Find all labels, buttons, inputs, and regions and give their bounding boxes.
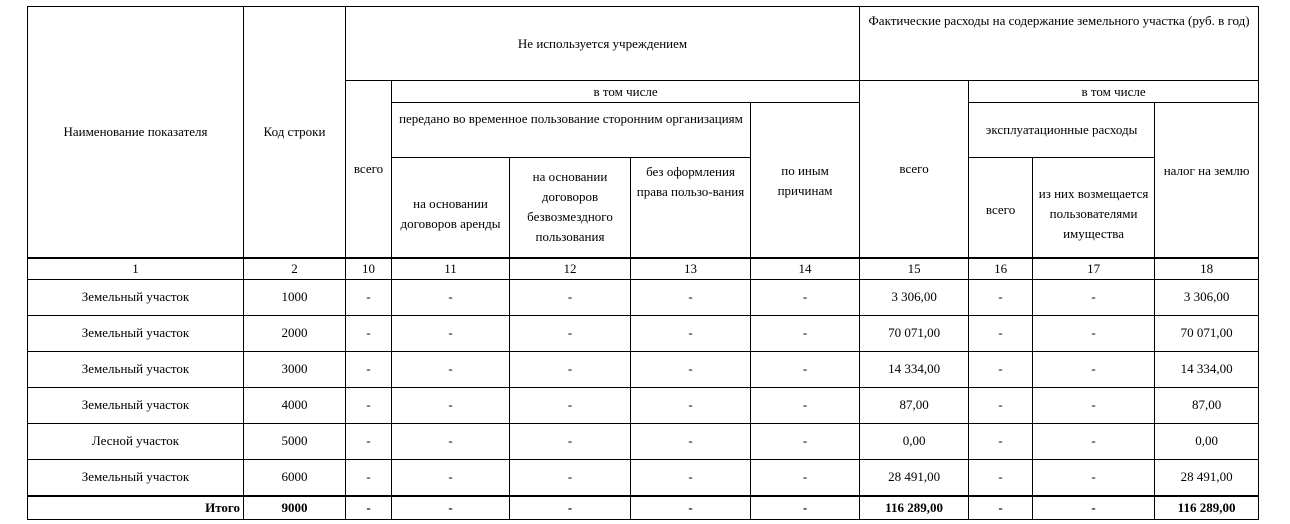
cell-col18: 14 334,00 [1155, 351, 1259, 387]
cell-col13: - [631, 423, 751, 459]
table-row [28, 423, 1259, 459]
header-rent: на основании договоров аренды [392, 158, 510, 258]
column-number: 13 [631, 258, 751, 280]
cell-col11: - [392, 423, 510, 459]
row-code: 6000 [244, 459, 346, 496]
total-col18: 116 289,00 [1155, 496, 1259, 520]
cell-col13: - [631, 279, 751, 315]
header-no-formalization: без оформления права пользо-вания [631, 158, 751, 258]
cell-col15: 28 491,00 [860, 459, 969, 496]
total-label: Итого [28, 496, 244, 520]
cell-col14: - [751, 423, 860, 459]
cell-col13: - [631, 387, 751, 423]
column-number-row [28, 258, 1259, 280]
header-total-col15: всего [860, 81, 969, 258]
cell-col17: - [1033, 279, 1155, 315]
cell-col14: - [751, 387, 860, 423]
cell-col10: - [346, 279, 392, 315]
cell-col15: 70 071,00 [860, 315, 969, 351]
cell-col11: - [392, 387, 510, 423]
row-code: 1000 [244, 279, 346, 315]
cell-col16: - [969, 315, 1033, 351]
cell-col17: - [1033, 423, 1155, 459]
header-operational-costs: эксплуатационные расходы [969, 103, 1155, 158]
cell-col14: - [751, 315, 860, 351]
total-col10: - [346, 496, 392, 520]
cell-col12: - [510, 279, 631, 315]
row-name: Лесной участок [28, 423, 244, 459]
table-row [28, 351, 1259, 387]
column-number: 16 [969, 258, 1033, 280]
total-col14: - [751, 496, 860, 520]
total-code: 9000 [244, 496, 346, 520]
cell-col12: - [510, 423, 631, 459]
table-row [28, 315, 1259, 351]
cell-col12: - [510, 459, 631, 496]
table-row [28, 459, 1259, 496]
cell-col14: - [751, 351, 860, 387]
total-col12: - [510, 496, 631, 520]
cell-col18: 87,00 [1155, 387, 1259, 423]
row-code: 3000 [244, 351, 346, 387]
header-not-used: Не используется учреждением [346, 7, 860, 81]
header-in-that-number-left: в том числе [392, 81, 860, 103]
cell-col10: - [346, 351, 392, 387]
column-number: 18 [1155, 258, 1259, 280]
column-number: 17 [1033, 258, 1155, 280]
cell-col11: - [392, 351, 510, 387]
header-in-that-number-right: в том числе [969, 81, 1259, 103]
row-name: Земельный участок [28, 315, 244, 351]
cell-col16: - [969, 459, 1033, 496]
header-total-col10: всего [346, 81, 392, 258]
cell-col18: 0,00 [1155, 423, 1259, 459]
header-free-use: на основании договоров безвозмездного пользования [510, 158, 631, 258]
total-col11: - [392, 496, 510, 520]
cell-col17: - [1033, 387, 1155, 423]
cell-col15: 14 334,00 [860, 351, 969, 387]
cell-col17: - [1033, 315, 1155, 351]
cell-col16: - [969, 423, 1033, 459]
row-code: 5000 [244, 423, 346, 459]
cell-col18: 70 071,00 [1155, 315, 1259, 351]
cell-col10: - [346, 387, 392, 423]
total-col15: 116 289,00 [860, 496, 969, 520]
cell-col13: - [631, 459, 751, 496]
row-name: Земельный участок [28, 459, 244, 496]
column-number: 1 [28, 258, 244, 280]
column-number: 15 [860, 258, 969, 280]
cell-col11: - [392, 459, 510, 496]
header-transferred: передано во временное пользование сторонним организациям [392, 103, 751, 158]
table-row [28, 387, 1259, 423]
header-indicator-name: Наименование показателя [28, 7, 244, 258]
cell-col16: - [969, 387, 1033, 423]
cell-col12: - [510, 315, 631, 351]
cell-col15: 0,00 [860, 423, 969, 459]
total-col17: - [1033, 496, 1155, 520]
header-land-tax: налог на землю [1155, 103, 1259, 258]
header-row-code: Код строки [244, 7, 346, 258]
cell-col10: - [346, 459, 392, 496]
row-name: Земельный участок [28, 279, 244, 315]
header-actual-costs: Фактические расходы на содержание земельного участка (руб. в год) [860, 7, 1259, 81]
cell-col10: - [346, 423, 392, 459]
cell-col16: - [969, 351, 1033, 387]
cell-col13: - [631, 315, 751, 351]
column-number: 14 [751, 258, 860, 280]
cell-col17: - [1033, 351, 1155, 387]
cell-col12: - [510, 387, 631, 423]
header-other-reasons: по иным причинам [751, 103, 860, 258]
cell-col14: - [751, 459, 860, 496]
column-number: 2 [244, 258, 346, 280]
total-col13: - [631, 496, 751, 520]
column-number: 11 [392, 258, 510, 280]
table-row [28, 279, 1259, 315]
row-code: 2000 [244, 315, 346, 351]
header-total-col16: всего [969, 158, 1033, 258]
cell-col10: - [346, 315, 392, 351]
cell-col14: - [751, 279, 860, 315]
cell-col18: 28 491,00 [1155, 459, 1259, 496]
cell-col15: 87,00 [860, 387, 969, 423]
land-plot-expenses-table [27, 6, 1259, 520]
cell-col18: 3 306,00 [1155, 279, 1259, 315]
cell-col11: - [392, 279, 510, 315]
column-number: 10 [346, 258, 392, 280]
cell-col11: - [392, 315, 510, 351]
cell-col13: - [631, 351, 751, 387]
cell-col15: 3 306,00 [860, 279, 969, 315]
row-code: 4000 [244, 387, 346, 423]
cell-col16: - [969, 279, 1033, 315]
cell-col17: - [1033, 459, 1155, 496]
row-name: Земельный участок [28, 387, 244, 423]
total-col16: - [969, 496, 1033, 520]
cell-col12: - [510, 351, 631, 387]
header-reimbursed: из них возмещается пользователями имущества [1033, 158, 1155, 258]
row-name: Земельный участок [28, 351, 244, 387]
total-row [28, 496, 1259, 520]
column-number: 12 [510, 258, 631, 280]
